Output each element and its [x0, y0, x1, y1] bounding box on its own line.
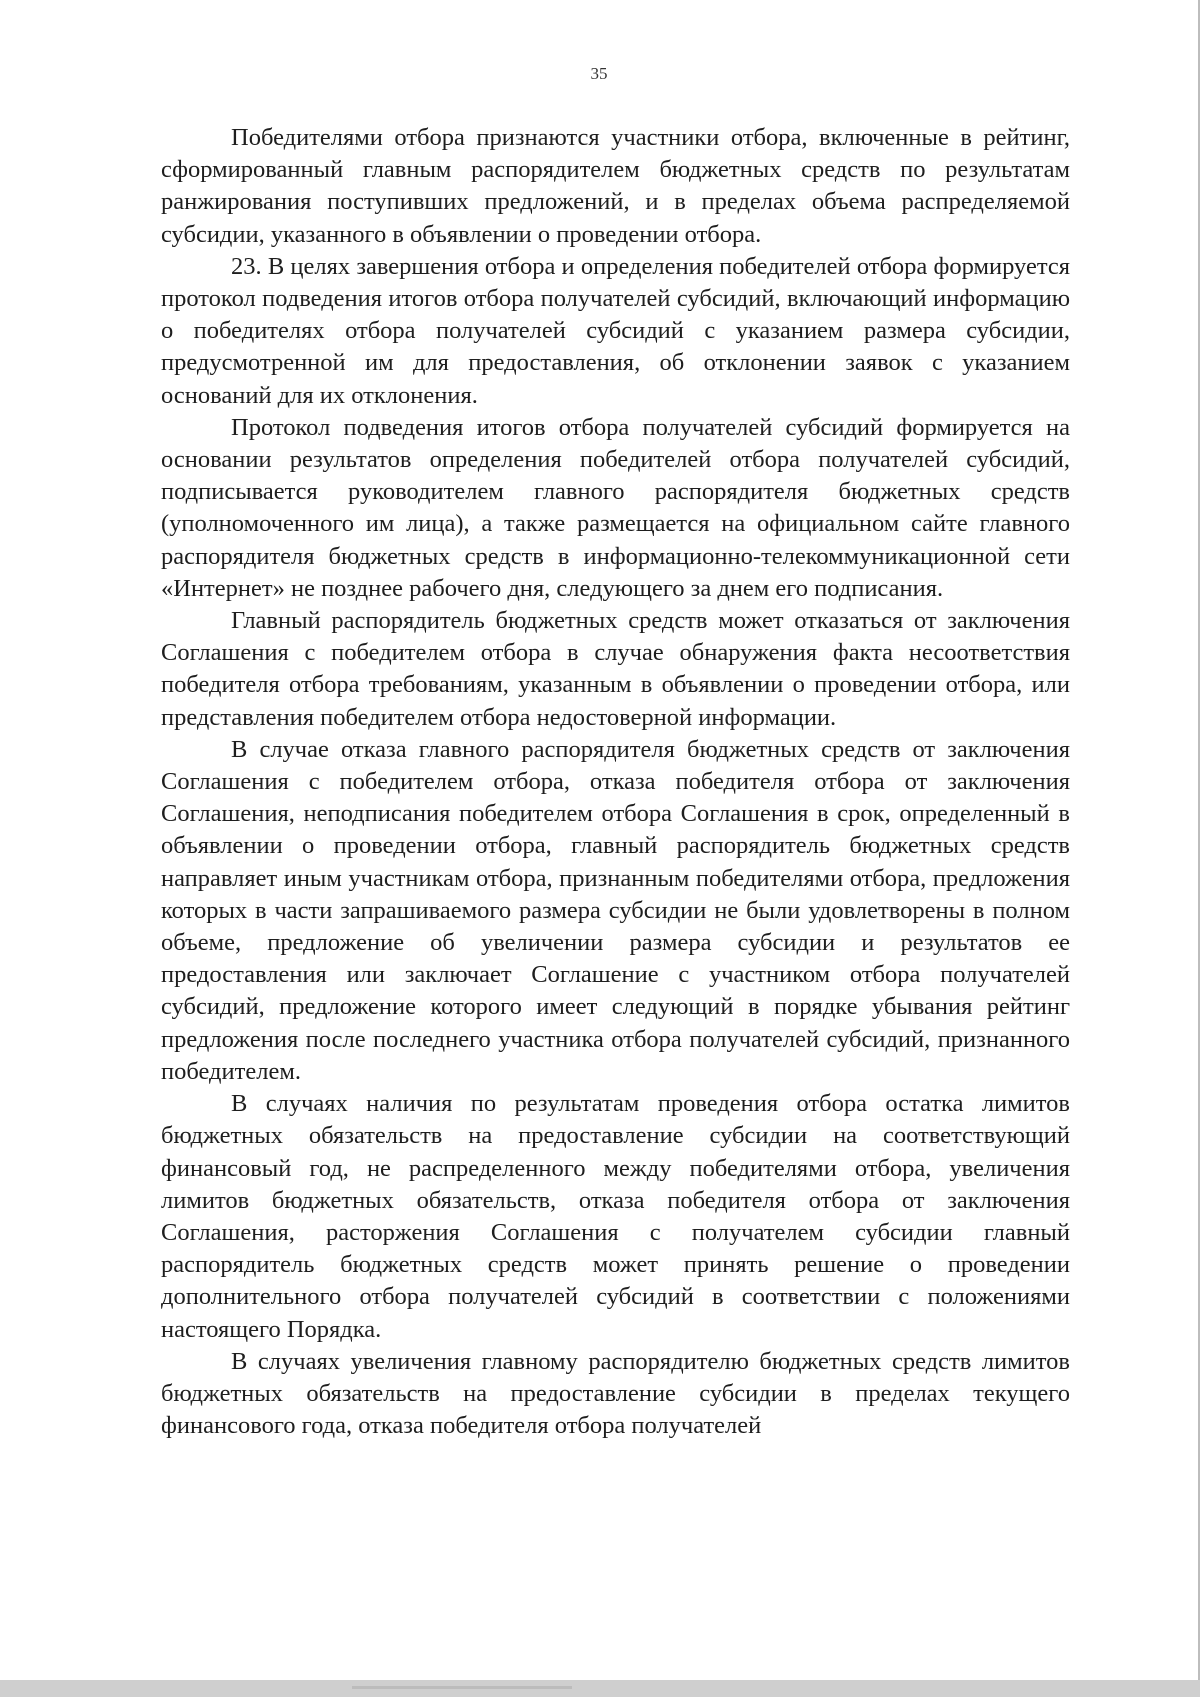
paragraph-additional-selection: В случаях наличия по результатам проведения отбора остатка лимитов бюджетных обязательств на предоставление субсидии на соответствующий финансовый год, не распределенного между победителями отбора, увеличения лимитов бюджетных обязательств, отказа победителя отбора от заключения Соглашения, расторжения Соглашения с получателем субсидии главный распорядитель бюджетных средств может принять решение о проведении дополнительного отбора получателей субсидий в соответствии с положениями настоящего Порядка. [161, 1090, 1070, 1343]
document-body [161, 122, 1070, 1442]
scan-artifact [352, 1686, 572, 1689]
paragraph-refusal-agreement: Главный распорядитель бюджетных средств может отказаться от заключения Соглашения с победителем отбора в случае обнаружения факта несоответствия победителя отбора требованиям, указанным в объявлении о проведении отбора, или представления победителем отбора недостоверной информации. [161, 607, 1070, 731]
paragraph-23-protocol: 23. В целях завершения отбора и определения победителей отбора формируется протокол подведения итогов отбора получателей субсидий, включающий информацию о победителях отбора получателей субсидий с указанием размера субсидии, предусмотренной им для предоставления, об отклонении заявок с указанием оснований для их отклонения. [161, 252, 1070, 409]
scan-bottom-edge [0, 1680, 1200, 1697]
paragraph-limit-increase: В случаях увеличения главному распорядителю бюджетных средств лимитов бюджетных обязательств на предоставление субсидии в пределах текущего финансового года, отказа победителя отбора получателей [161, 1347, 1070, 1440]
paragraph-winners-recognition: Победителями отбора признаются участники отбора, включенные в рейтинг, сформированный главным распорядителем бюджетных средств по результатам ранжирования поступивших предложений, и в пределах объема распределяемой субсидии, указанного в объявлении о проведении отбора. [161, 124, 1070, 248]
paragraph-protocol-publication: Протокол подведения итогов отбора получателей субсидий формируется на основании результатов определения победителей отбора получателей субсидий, подписывается руководителем главного распорядителя бюджетных средств (уполномоченного им лица), а также размещается на официальном сайте главного распорядителя бюджетных средств в информационно-телекоммуникационной сети «Интернет» не позднее рабочего дня, следующего за днем его подписания. [161, 413, 1070, 602]
paragraph-refusal-consequences: В случае отказа главного распорядителя бюджетных средств от заключения Соглашения с победителем отбора, отказа победителя отбора от заключения Соглашения, неподписания победителем отбора Соглашения в срок, определенный в объявлении о проведении отбора, главный распорядитель бюджетных средств направляет иным участникам отбора, признанным победителями отбора, предложения которых в части запрашиваемого размера субсидии не были удовлетворены в полном объеме, предложение об увеличении размера субсидии и результатов ее предоставления или заключает Соглашение с участником отбора получателей субсидий, предложение которого имеет следующий в порядке убывания рейтинг предложения после последнего участника отбора получателей субсидий, признанного победителем. [161, 735, 1070, 1085]
page-number: 35 [590, 64, 608, 83]
